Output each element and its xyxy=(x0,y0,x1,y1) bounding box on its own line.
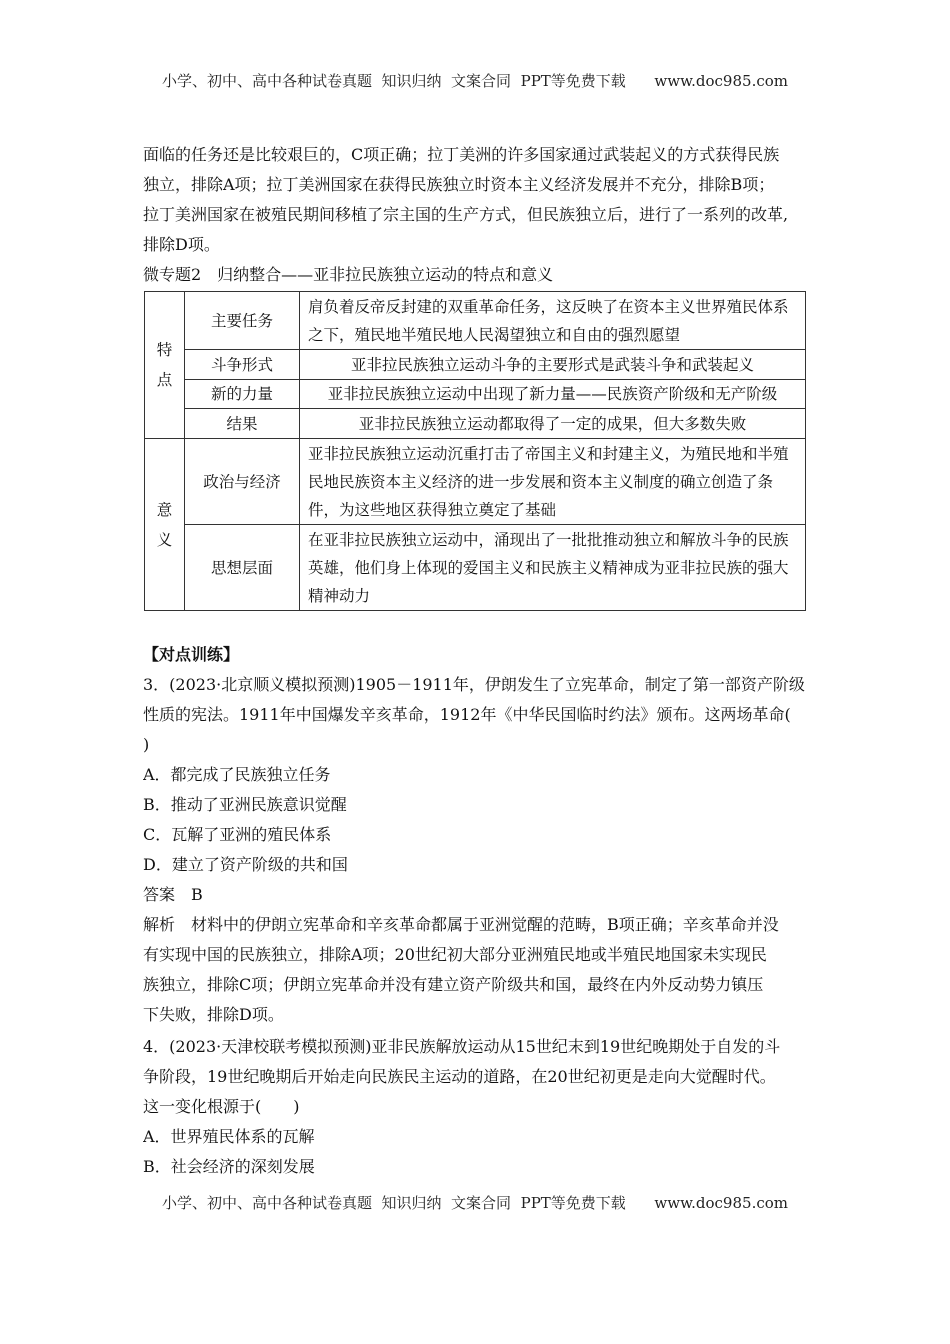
question-line: 3．(2023·北京顺义模拟预测)1905－1911年，伊朗发生了立宪革命，制定了第一部资产阶级 xyxy=(143,675,805,694)
row-label: 政治与经济 xyxy=(185,439,300,525)
intro-line: 独立，排除A项；拉丁美洲国家在获得民族独立时资本主义经济发展并不充分，排除B项； xyxy=(143,175,775,194)
option-d: D．建立了资产阶级的共和国 xyxy=(143,855,348,874)
table-row xyxy=(145,409,806,439)
intro-line: 面临的任务还是比较艰巨的，C项正确；拉丁美洲的许多国家通过武装起义的方式获得民族 xyxy=(143,145,780,164)
row-label: 思想层面 xyxy=(185,525,300,611)
option-b: B．社会经济的深刻发展 xyxy=(143,1157,315,1176)
features-category: 特点 xyxy=(145,292,185,439)
page-footer: 小学、初中、高中各种试卷真题 知识归纳 文案合同 PPT等免费下载 www.doc985.com xyxy=(161,1194,788,1212)
answer: 答案 B xyxy=(143,885,203,904)
table-row xyxy=(145,525,806,611)
row-content: 在亚非拉民族独立运动中，涌现出了一批批推动独立和解放斗争的民族英雄，他们身上体现的爱国主义和民族主义精神成为亚非拉民族的强大精神动力 xyxy=(300,525,806,611)
summary-table xyxy=(144,291,806,611)
question-line: ) xyxy=(143,735,150,754)
practice-heading: 【对点训练】 xyxy=(143,645,240,664)
row-content: 亚非拉民族独立运动沉重打击了帝国主义和封建主义，为殖民地和半殖民地民族资本主义经济的进一步发展和资本主义制度的确立创造了条件，为这些地区获得独立奠定了基础 xyxy=(300,439,806,525)
intro-paragraph xyxy=(143,140,819,260)
row-content: 亚非拉民族独立运动都取得了一定的成果，但大多数失败 xyxy=(300,409,806,439)
table-row xyxy=(145,380,806,409)
question-line: 4．(2023·天津校联考模拟预测)亚非民族解放运动从15世纪末到19世纪晚期处于自发的斗 xyxy=(143,1037,781,1056)
row-label: 新的力量 xyxy=(185,380,300,409)
table-row xyxy=(145,439,806,525)
question-3 xyxy=(143,670,819,1030)
analysis-line: 解析 材料中的伊朗立宪革命和辛亥革命都属于亚洲觉醒的范畴，B项正确；辛亥革命并没 xyxy=(143,915,779,934)
analysis-line: 下失败，排除D项。 xyxy=(143,1005,284,1024)
option-c: C．瓦解了亚洲的殖民体系 xyxy=(143,825,332,844)
option-a: A．世界殖民体系的瓦解 xyxy=(143,1127,315,1146)
analysis-line: 有实现中国的民族独立，排除A项；20世纪初大部分亚洲殖民地或半殖民地国家未实现民 xyxy=(143,945,767,964)
option-a: A．都完成了民族独立任务 xyxy=(143,765,331,784)
significance-category: 意义 xyxy=(145,439,185,611)
question-4 xyxy=(143,1032,819,1182)
topic-title: 微专题2 归纳整合——亚非拉民族独立运动的特点和意义 xyxy=(143,265,554,284)
row-content: 亚非拉民族独立运动斗争的主要形式是武装斗争和武装起义 xyxy=(300,350,806,380)
row-content: 肩负着反帝反封建的双重革命任务，这反映了在资本主义世界殖民体系之下，殖民地半殖民地人民渴望独立和自由的强烈愿望 xyxy=(300,292,806,350)
question-line: 这一变化根源于( ) xyxy=(143,1097,300,1116)
page-header: 小学、初中、高中各种试卷真题 知识归纳 文案合同 PPT等免费下载 www.doc985.com xyxy=(161,72,788,90)
analysis-line: 族独立，排除C项；伊朗立宪革命并没有建立资产阶级共和国，最终在内外反动势力镇压 xyxy=(143,975,764,994)
row-content: 亚非拉民族独立运动中出现了新力量——民族资产阶级和无产阶级 xyxy=(300,380,806,409)
row-label: 主要任务 xyxy=(185,292,300,350)
question-line: 性质的宪法。1911年中国爆发辛亥革命，1912年《中华民国临时约法》颁布。这两场革命( xyxy=(143,705,791,724)
question-line: 争阶段，19世纪晚期后开始走向民族民主运动的道路，在20世纪初更是走向大觉醒时代。 xyxy=(143,1067,776,1086)
table-row xyxy=(145,350,806,380)
table-row xyxy=(145,292,806,350)
row-label: 结果 xyxy=(185,409,300,439)
row-label: 斗争形式 xyxy=(185,350,300,380)
intro-line: 排除D项。 xyxy=(143,235,220,254)
intro-line: 拉丁美洲国家在被殖民期间移植了宗主国的生产方式，但民族独立后，进行了一系列的改革, xyxy=(143,205,789,224)
option-b: B．推动了亚洲民族意识觉醒 xyxy=(143,795,347,814)
